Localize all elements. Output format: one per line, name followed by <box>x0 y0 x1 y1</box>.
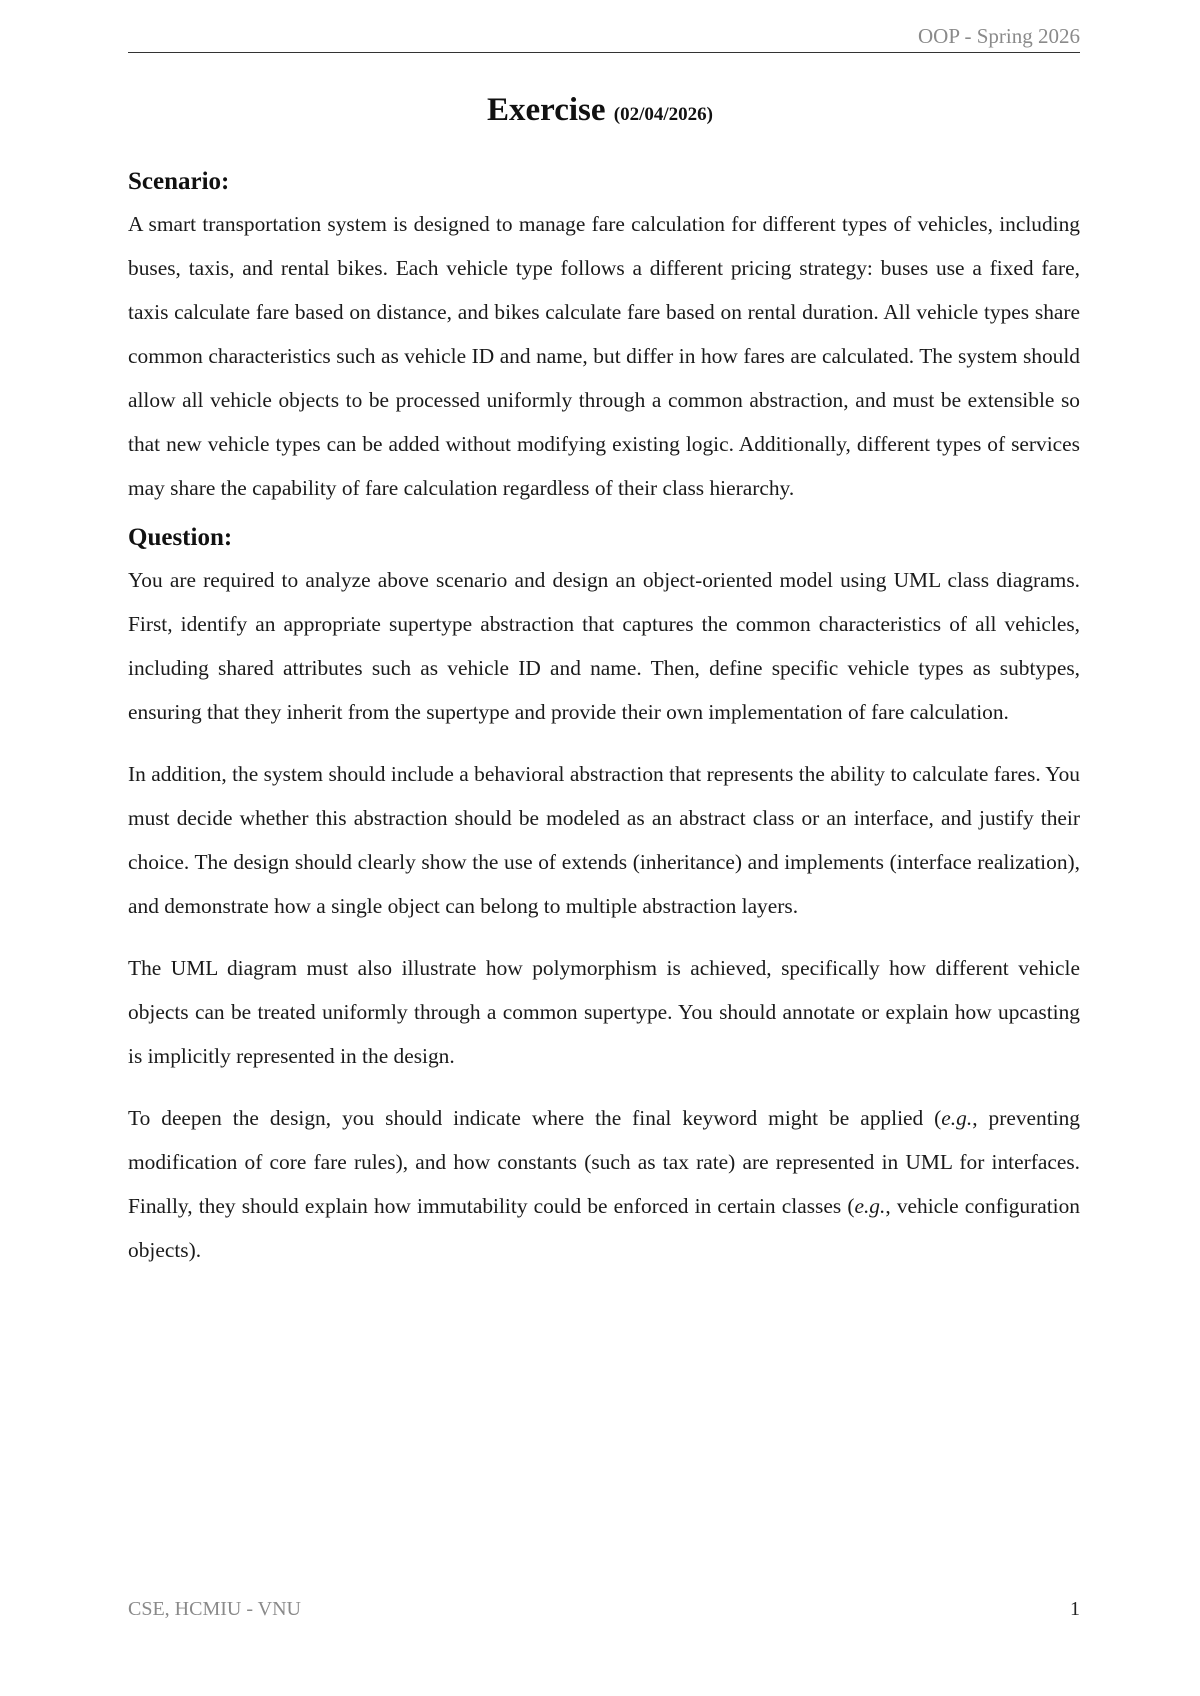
scenario-heading: Scenario: <box>128 168 230 195</box>
eg-abbreviation: e.g. <box>941 1106 973 1130</box>
page-number: 1 <box>1070 1598 1080 1620</box>
question-paragraph-4 <box>128 1096 1080 1272</box>
paragraph-text: To deepen the design, you should indicate where the final keyword might be applied ( <box>128 1106 942 1130</box>
scenario-paragraph: A smart transportation system is designed to manage fare calculation for different types of vehicles, including buses, taxis, and rental bikes. Each vehicle type follows a different pricing strategy: buses use a fixed fare, taxis calculate fare based on distance, and bikes calculate fare based on rental duration. All vehicle types share common characteristics such as vehicle ID and name, but differ in how fares are calculated. The system should allow all vehicle objects to be processed uniformly through a common abstraction, and must be extensible so that new vehicle types can be added without modifying existing logic. Additionally, different types of services may share the capability of fare calculation regardless of their class hierarchy. <box>128 212 1080 500</box>
page-title <box>0 92 1200 129</box>
scenario-section <box>128 162 1080 510</box>
document-body <box>128 162 1080 1290</box>
course-label: OOP - Spring 2026 <box>918 24 1080 48</box>
title-date: (02/04/2026) <box>613 104 713 125</box>
page-footer <box>128 1598 1080 1628</box>
paragraph-text: , preventing modification of core fare rules), and how constants (such as tax rate) are represented in UML for interfaces. Finally, they should explain how immutability could be enforced in certain classes ( <box>128 1106 1080 1218</box>
page-header <box>128 20 1080 53</box>
question-paragraph-3: The UML diagram must also illustrate how polymorphism is achieved, specifically how different vehicle objects can be treated uniformly through a common supertype. You should annotate or explain how upcasting is implicitly represented in the design. <box>128 956 1080 1068</box>
question-section <box>128 518 1080 1272</box>
question-paragraph-2: In addition, the system should include a behavioral abstraction that represents the ability to calculate fares. You must decide whether this abstraction should be modeled as an abstract class or an interface, and justify their choice. The design should clearly show the use of extends (inheritance) and implements (interface realization), and demonstrate how a single object can belong to multiple abstraction layers. <box>128 762 1080 918</box>
question-heading: Question: <box>128 524 233 551</box>
eg-abbreviation: e.g. <box>854 1194 886 1218</box>
institution-label: CSE, HCMIU - VNU <box>128 1598 301 1620</box>
question-paragraph-1: You are required to analyze above scenario and design an object-oriented model using UML class diagrams. First, identify an appropriate supertype abstraction that captures the common characteristics of all vehicles, including shared attributes such as vehicle ID and name. Then, define specific vehicle types as subtypes, ensuring that they inherit from the supertype and provide their own implementation of fare calculation. <box>128 568 1080 724</box>
title-main: Exercise <box>487 92 606 128</box>
paragraph-text: , vehicle configuration objects). <box>128 1194 1080 1262</box>
